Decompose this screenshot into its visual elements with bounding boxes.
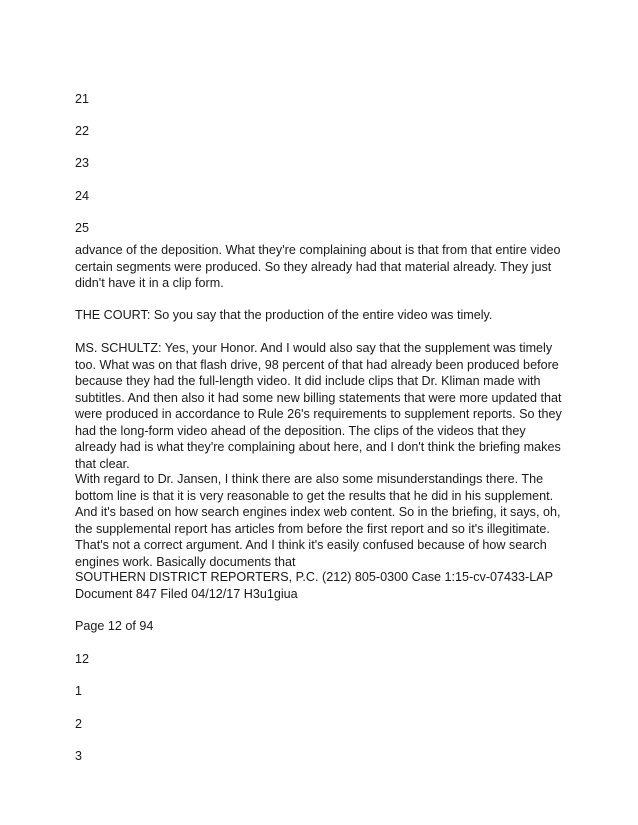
transcript-paragraph-court: THE COURT: So you say that the production of the entire video was timely. bbox=[75, 308, 493, 322]
transcript-paragraph-schultz: MS. SCHULTZ: Yes, your Honor. And I would also say that the supplement was timely too. What was on that flash drive, 98 percent of that had already been produced before because they had the full-length video. It did include clips that Dr. Kliman made with subtitles. And then also it had some new billing statements that were more updated that were produced in accordance to Rule 26's requirements to supplement reports. So they had the long-form video ahead of the deposition. The clips of the videos that they already had is what they're complaining about here, and I don't think the briefing makes that clear. bbox=[75, 341, 562, 471]
line-number-21: 21 bbox=[75, 92, 90, 106]
transcript-paragraph-jansen: With regard to Dr. Jansen, I think there are also some misunderstandings there. The bottom line is that it is very reasonable to get the results that he did in his supplement. And it's based on how search engines index web content. So in the briefing, it says, oh, the supplemental report has articles from before the first report and so it's illegitimate. That's not a correct argument. And I think it's easily confused because of how search engines work. Basically documents that bbox=[75, 472, 561, 569]
line-number-1: 1 bbox=[75, 684, 83, 698]
line-number-23: 23 bbox=[75, 156, 90, 170]
line-number-3: 3 bbox=[75, 749, 83, 763]
transcript-paragraph-continuation: advance of the deposition. What they're complaining about is that from that entire video certain segments were produced. So they already had that material already. They just didn't have it in a clip form. bbox=[75, 243, 561, 290]
line-number-25: 25 bbox=[75, 221, 90, 235]
reporter-case-info: SOUTHERN DISTRICT REPORTERS, P.C. (212) 805-0300 Case 1:15-cv-07433-LAP Document 847 Filed 04/12/17 H3u1giua bbox=[75, 570, 553, 601]
page-number: 12 bbox=[75, 652, 90, 666]
page-label: Page 12 of 94 bbox=[75, 619, 154, 633]
line-number-24: 24 bbox=[75, 189, 90, 203]
line-number-2: 2 bbox=[75, 717, 83, 731]
line-number-22: 22 bbox=[75, 124, 90, 138]
